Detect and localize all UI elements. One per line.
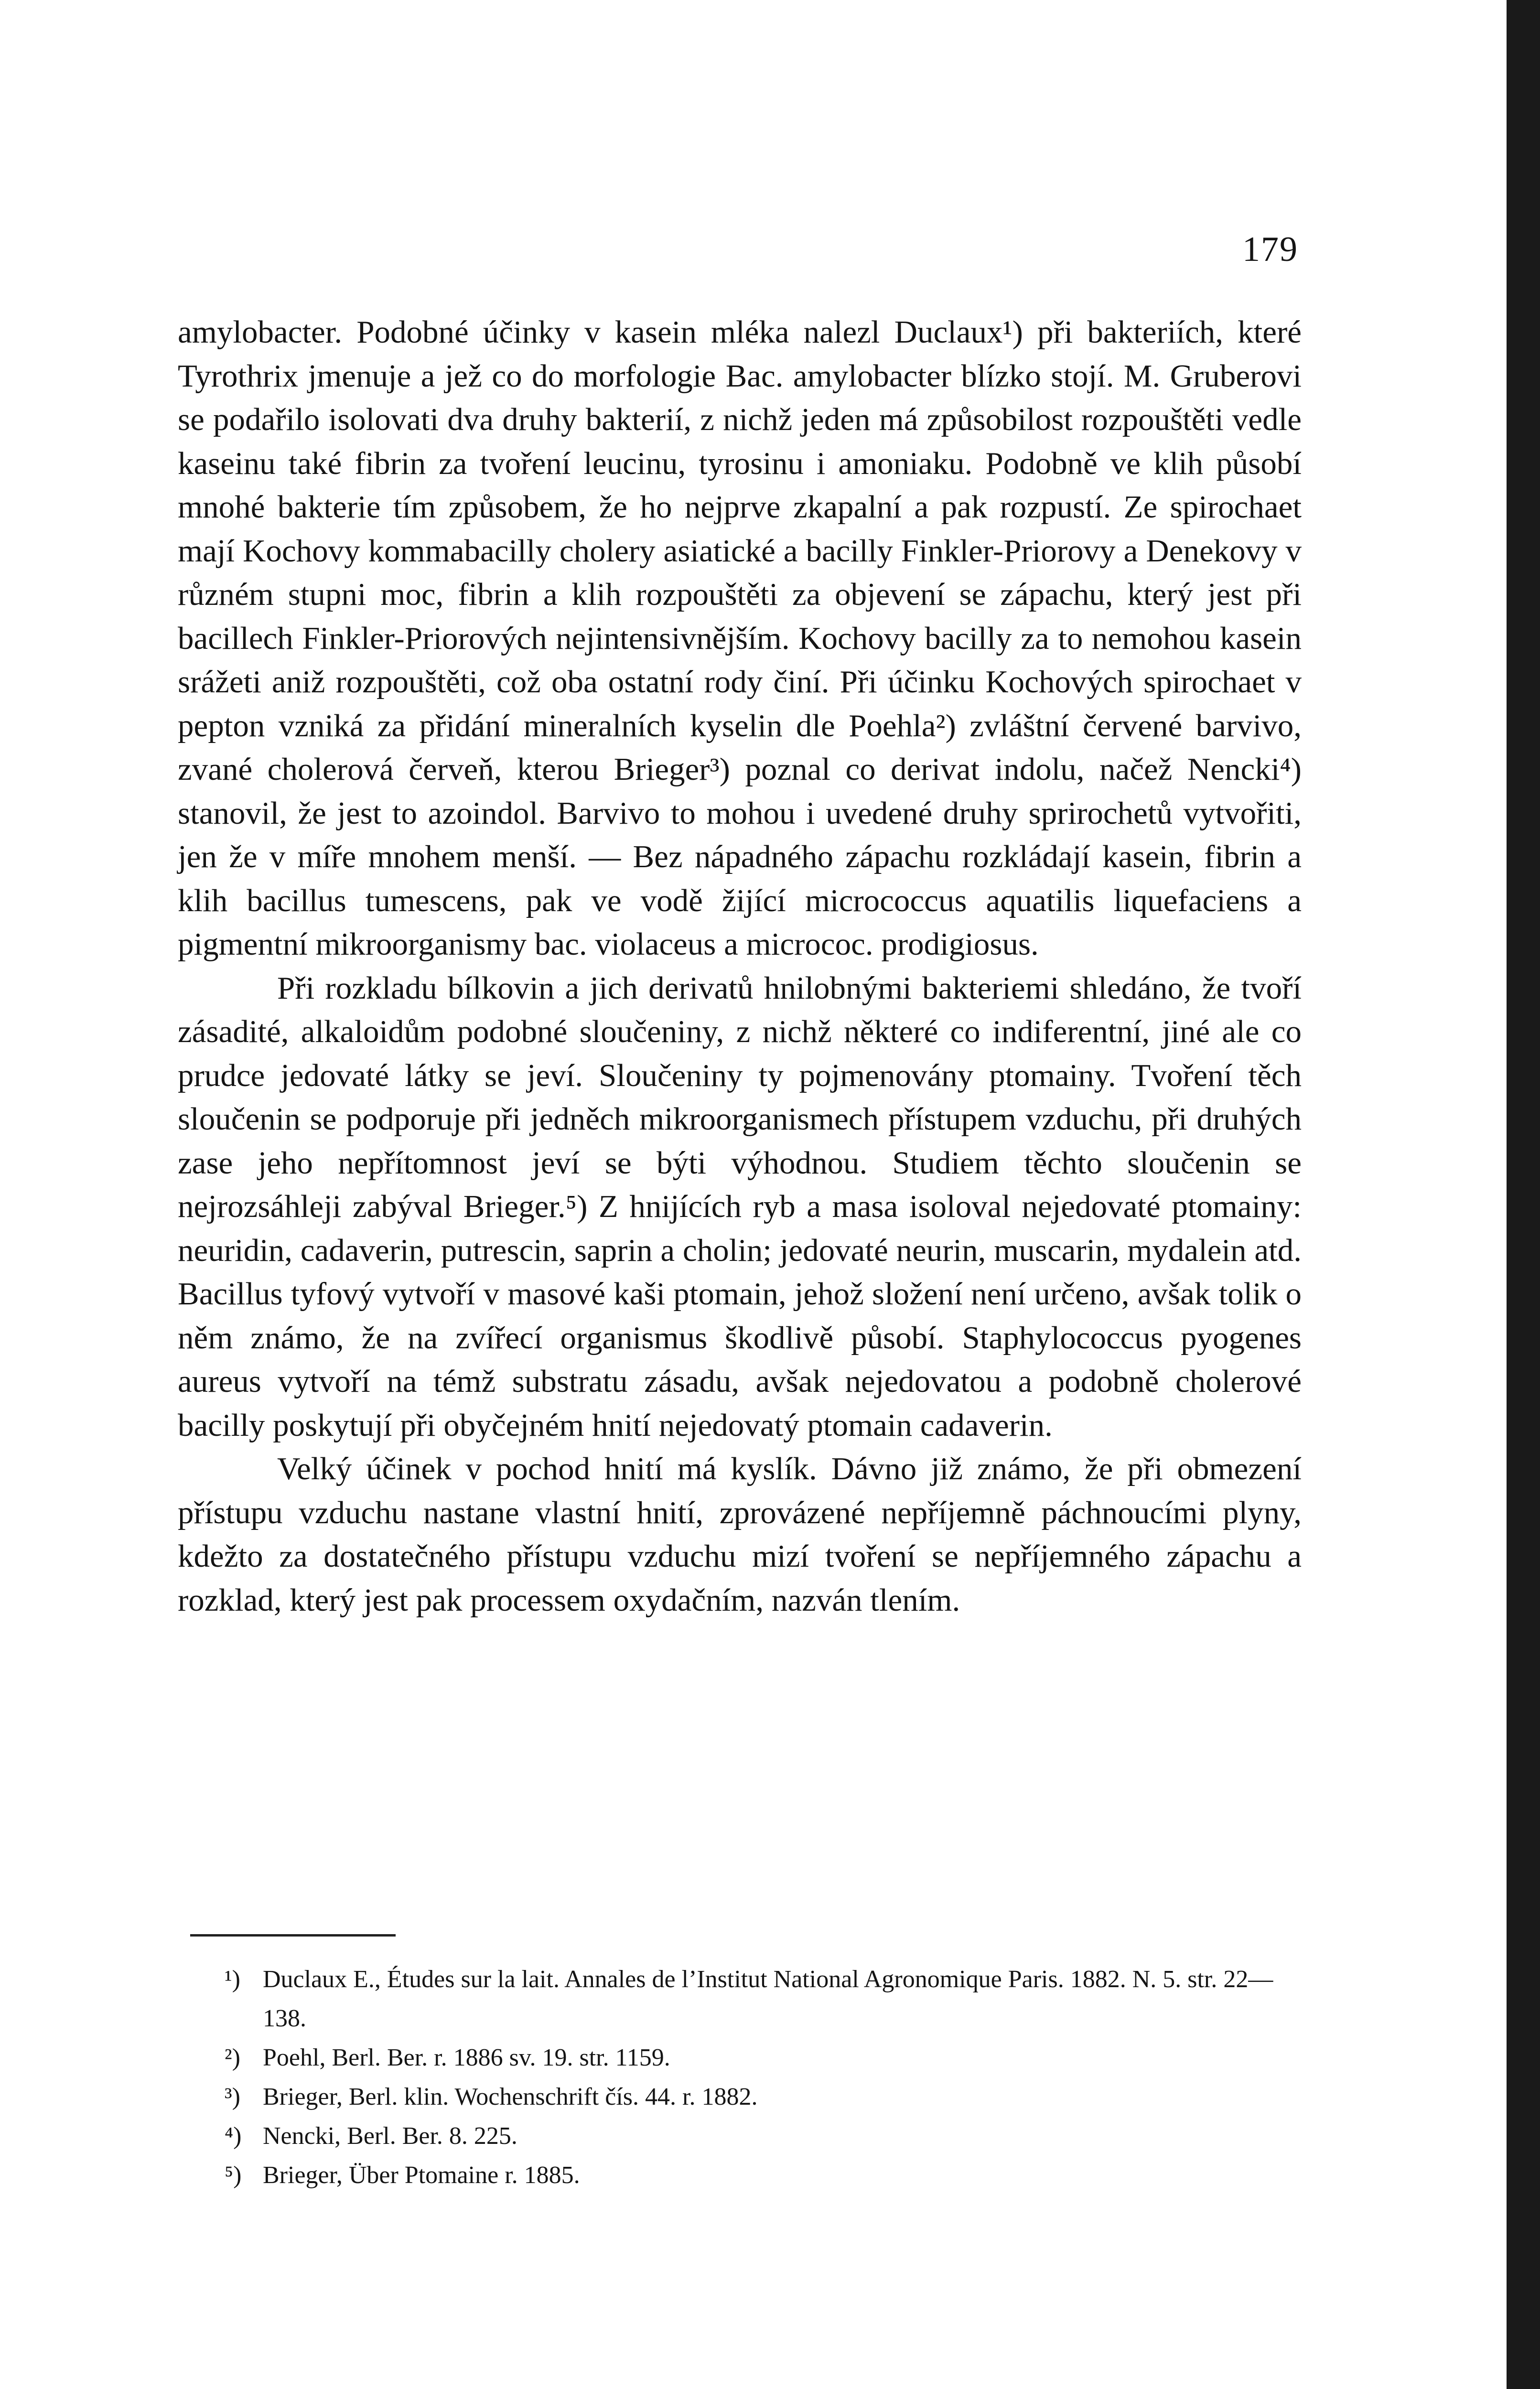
footnotes bbox=[225, 1960, 1304, 2195]
footnote-4 bbox=[225, 2117, 1304, 2156]
page-number: 179 bbox=[1242, 230, 1298, 269]
footnote-separator bbox=[190, 1934, 396, 1937]
paragraph-2: Při rozkladu bílkovin a jich derivatů hnilobnými bakteriemi shledáno, že tvoří zásadité, alkaloidům podobné sloučeniny, z nichž některé co indiferentní, jiné ale co prudce jedovaté látky se jeví. Sloučeniny ty pojmenovány ptomainy. Tvoření těch sloučenin se podporuje při jedněch mikroorganismech přístupem vzduchu, při druhých zase jeho nepřítomnost jeví se býti výhodnou. Studiem těchto sloučenin se nejrozsáhleji zabýval Brieger.⁵) Z hnijících ryb a masa isoloval nejedovaté ptomainy: neuridin, cadaverin, putrescin, saprin a cholin; jedovaté neurin, muscarin, mydalein atd. Bacillus tyfový vytvoří v masové kaši ptomain, jehož složení není určeno, avšak tolik o něm známo, že na zvířecí organismus škodlivě působí. Staphylococcus pyogenes aureus vytvoří na témž substratu zásadu, avšak nejedovatou a podobně cholerové bacilly poskytují při obyčejném hnití nejedovatý ptomain cadaverin. bbox=[178, 970, 1302, 1443]
footnote-text: Brieger, Berl. klin. Wochenschrift čís. 44. r. 1882. bbox=[263, 2083, 758, 2110]
footnote-text: Poehl, Berl. Ber. r. 1886 sv. 19. str. 1159. bbox=[263, 2044, 670, 2071]
paragraph-3: Velký účinek v pochod hnití má kyslík. Dávno již známo, že při obmezení přístupu vzduchu nastane vlastní hnití, zprovázené nepříjemně páchnoucími plyny, kdežto za dostatečného přístupu vzduchu mizí tvoření se nepříjemného zápachu a rozklad, který jest pak processem oxydačním, nazván tlením. bbox=[178, 1451, 1302, 1618]
footnote-mark: ³) bbox=[225, 2083, 240, 2110]
footnote-5 bbox=[225, 2156, 1304, 2195]
footnote-text: Brieger, Über Ptomaine r. 1885. bbox=[263, 2162, 580, 2189]
footnote-mark: ⁵) bbox=[225, 2162, 242, 2189]
footnote-3 bbox=[225, 2077, 1304, 2117]
footnote-text: Duclaux E., Études sur la lait. Annales de l’Institut National Agronomique Paris. 1882. N. 5. str. 22—138. bbox=[263, 1966, 1273, 2032]
paragraph-1: amylobacter. Podobné účinky v kasein mléka nalezl Duclaux¹) při bakteriích, které Tyrothrix jmenuje a jež co do morfologie Bac. amylobacter blízko stojí. M. Gruberovi se podařilo isolovati dva druhy bakterií, z nichž jeden má způsobilost rozpouštěti vedle kaseinu také fibrin za tvoření leucinu, tyrosinu i amoniaku. Podobně ve klih působí mnohé bakterie tím způsobem, že ho nejprve zkapalní a pak rozpustí. Ze spirochaet mají Kochovy kommabacilly cholery asiatické a bacilly Finkler-Priorovy a Denekovy v různém stupni moc, fibrin a klih rozpouštěti za objevení se zápachu, který jest při bacillech Finkler-Priorových nejintensivnějším. Kochovy bacilly za to nemohou kasein srážeti aniž rozpouštěti, což oba ostatní rody činí. Při účinku Kochových spirochaet v pepton vzniká za přidání mineralních kyselin dle Poehla²) zvláštní červené barvivo, zvané cholerová červeň, kterou Brieger³) poznal co derivat indolu, načež Nencki⁴) stanovil, že jest to azoindol. Barvivo to mohou i uvedené druhy sprirochetů vytvořiti, jen že v míře mnohem menší. — Bez nápadného zápachu rozkládají kasein, fibrin a klih bacillus tumescens, pak ve vodě žijící micrococcus aquatilis liquefaciens a pigmentní mikroorganismy bac. violaceus a micrococ. prodigiosus. bbox=[178, 314, 1302, 962]
footnote-2 bbox=[225, 2038, 1304, 2077]
body-text bbox=[178, 311, 1302, 1622]
footnote-mark: ⁴) bbox=[225, 2122, 242, 2150]
footnote-mark: ²) bbox=[225, 2044, 240, 2071]
scan-border bbox=[1507, 0, 1540, 2389]
footnote-text: Nencki, Berl. Ber. 8. 225. bbox=[263, 2122, 517, 2150]
footnote-mark: ¹) bbox=[225, 1966, 240, 1993]
footnote-1 bbox=[225, 1960, 1304, 2038]
